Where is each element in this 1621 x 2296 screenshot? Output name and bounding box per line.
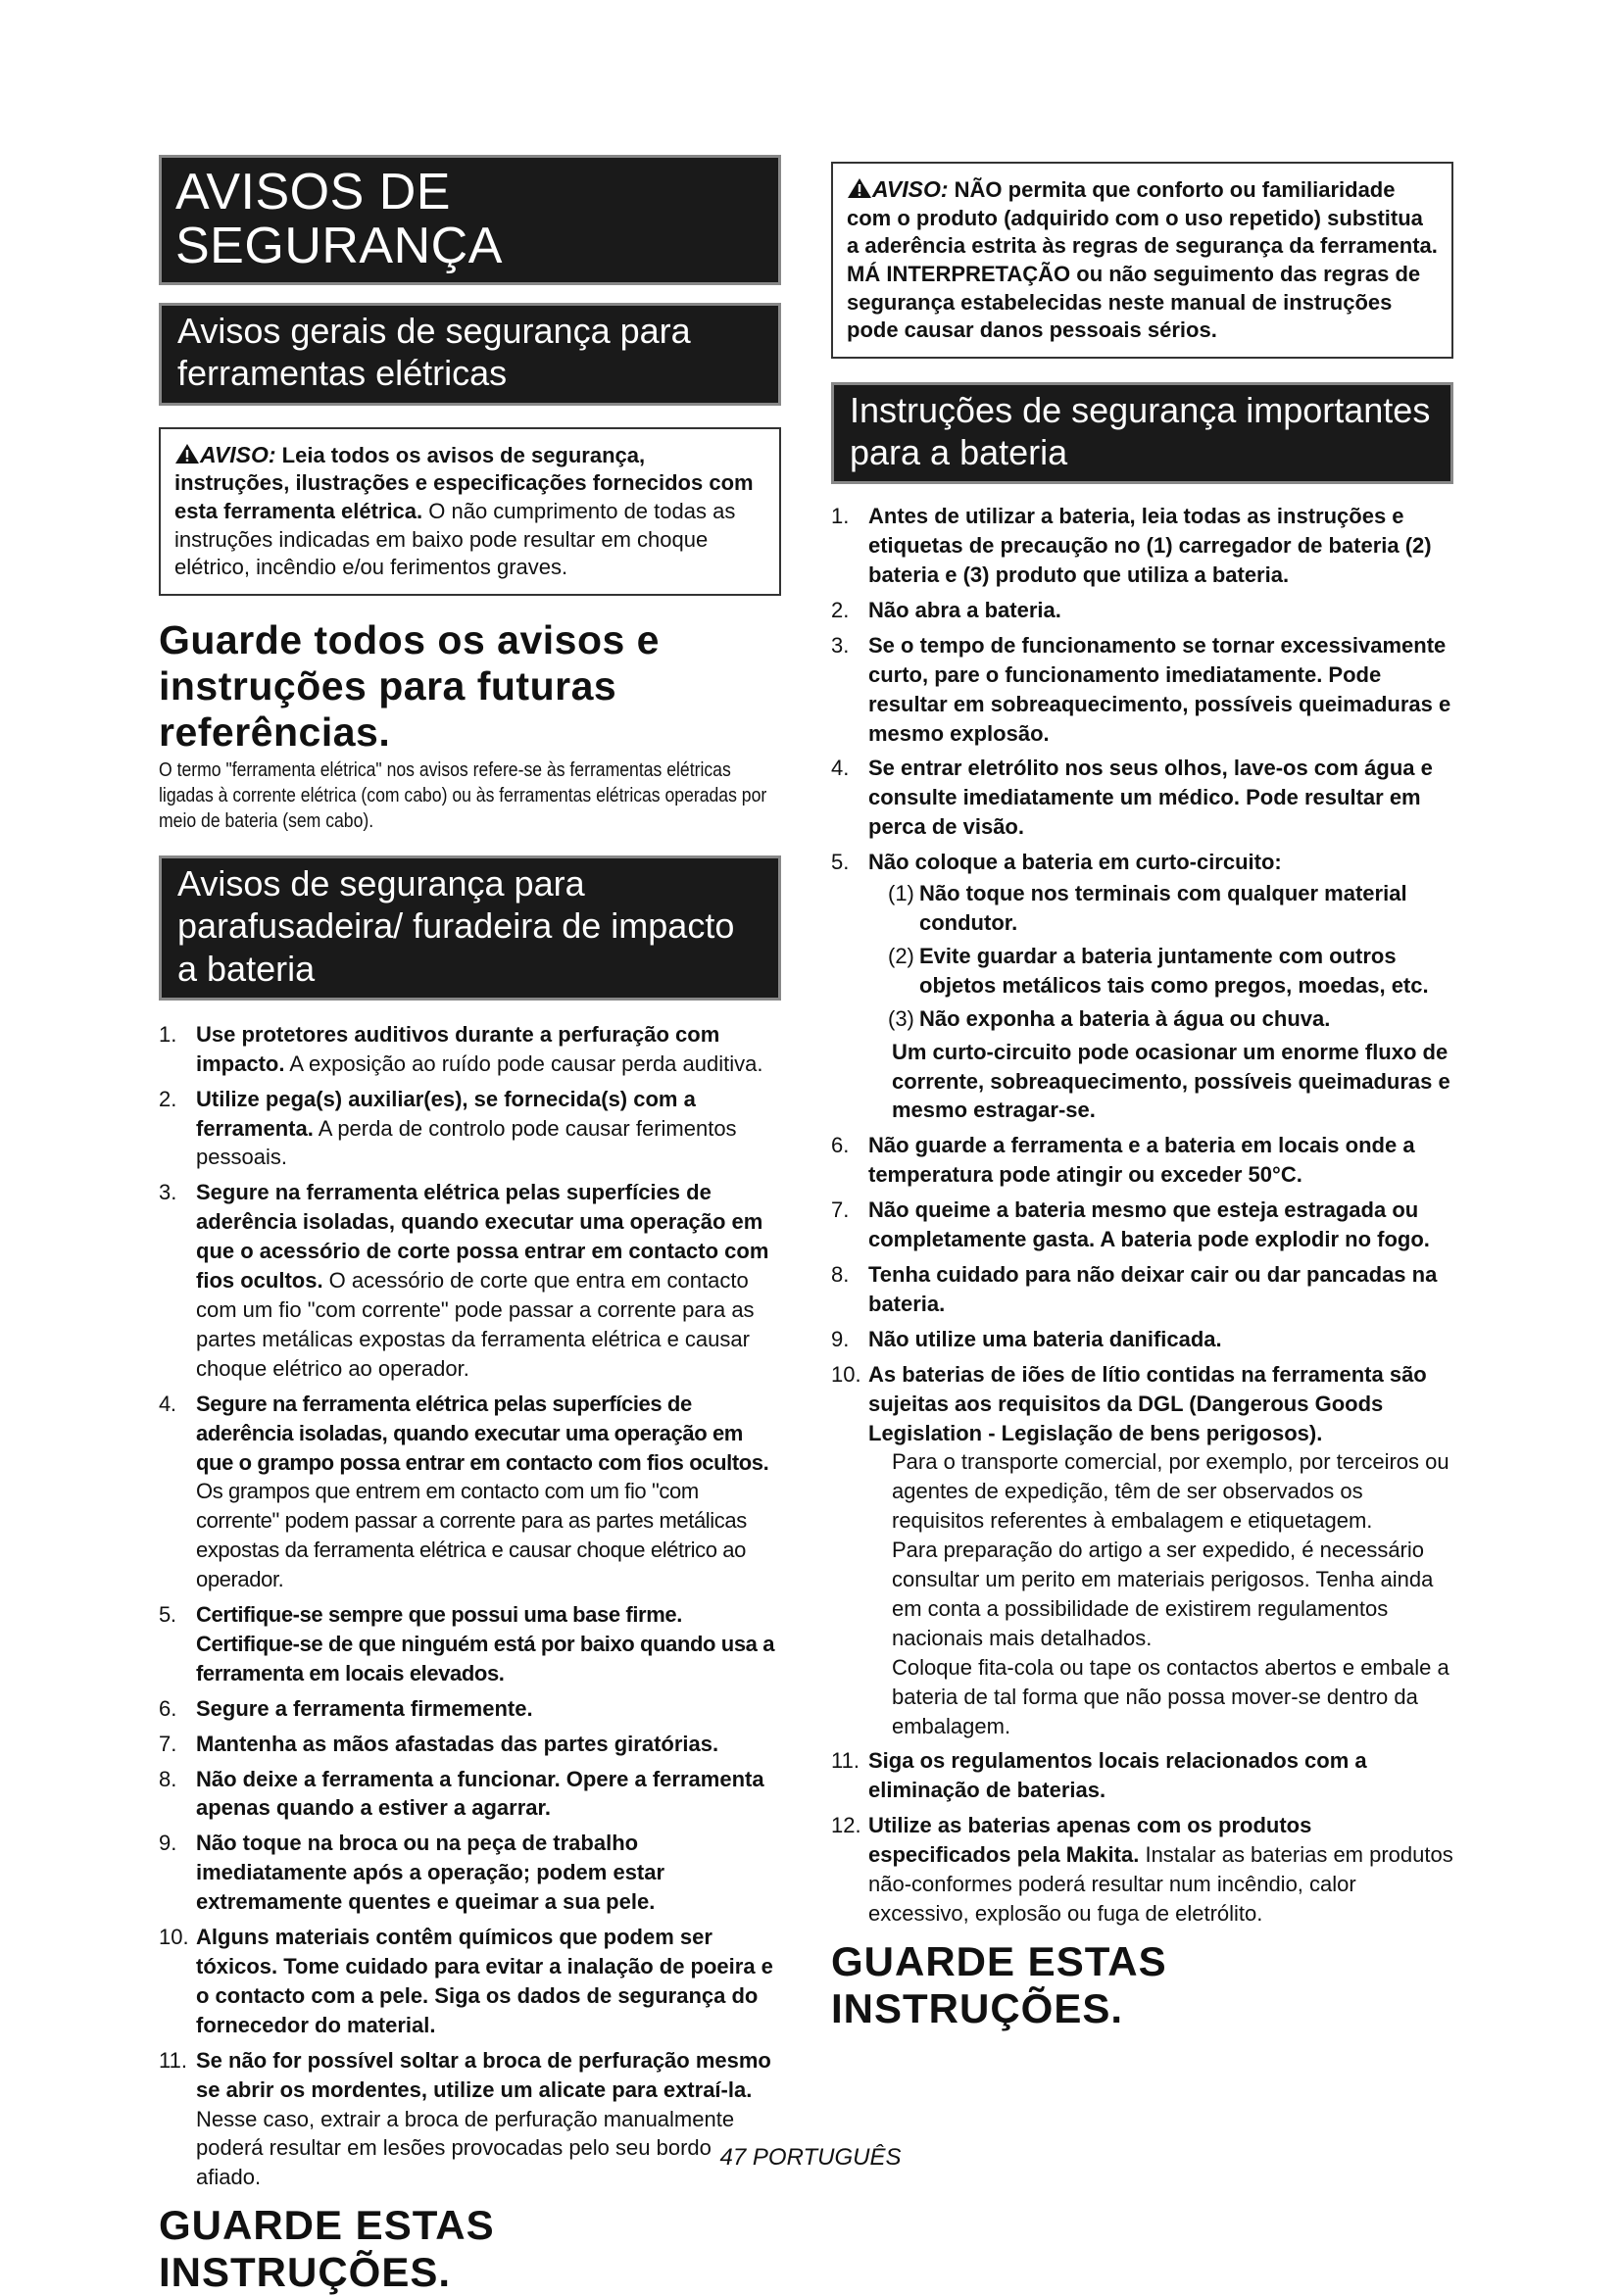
list-item: 4. Segure na ferramenta elétrica pelas superfícies de aderência isoladas, quando executar uma operação em que o grampo possa entrar em contacto com fios ocultos. Os grampos que entrem em contacto com um fio "com corrente" podem passar a corrente para as partes metálicas expostas da ferramenta elétrica e causar choque elétrico ao operador. [159,1391,769,1592]
battery-safety-list [831,502,1453,1929]
list-item: 7. Mantenha as mãos afastadas das partes giratórias. [159,1731,719,1756]
list-item: 6. Não guarde a ferramenta e a bateria em locais onde a temperatura pode atingir ou exceder 50°C. [831,1133,1415,1188]
dgl-paragraph: Para o transporte comercial, por exemplo, por terceiros ou agentes de expedição, têm de ser observados os requisitos referentes à embalagem e etiquetagem. [892,1449,1449,1534]
list-item: 2. Utilize pega(s) auxiliar(es), se fornecida(s) com a ferramenta. A perda de controlo pode causar ferimentos pessoais. [159,1086,737,1170]
sub-list-item: (1) Não toque nos terminais com qualquer material condutor. [888,881,1407,936]
dgl-paragraph: Coloque fita-cola ou tape os contactos abertos e embale a bateria de tal forma que não possa mover-se dentro da embalagem. [892,1654,1449,1738]
intro-text: O termo "ferramenta elétrica" nos avisos refere-se às ferramentas elétricas ligadas à corrente elétrica (com cabo) ou às ferramentas elétricas operadas por meio de bateria (sem cabo). [159,759,767,833]
keep-instructions-footer: GUARDE ESTAS INSTRUÇÕES. [831,1937,1167,2031]
section-heading-drill: Avisos de segurança para parafusadeira/ furadeira de impacto a bateria [159,855,781,1001]
list-item: 10. Alguns materiais contêm químicos que podem ser tóxicos. Tome cuidado para evitar a inalação de poeira e o contacto com a pele. Siga os dados de segurança do fornecedor do material. [159,1925,773,2037]
list-item: 1. Use protetores auditivos durante a perfuração com impacto. A exposição ao ruído pode causar perda auditiva. [159,1021,763,1076]
warning-label: AVISO: [872,176,949,202]
list-item: 9. Não utilize uma bateria danificada. [831,1326,1222,1351]
list-item: 8. Não deixe a ferramenta a funcionar. Opere a ferramenta apenas quando a estiver a agarrar. [159,1766,764,1821]
sub-list [868,879,1453,1034]
right-column [831,162,1453,2032]
dgl-paragraph: Para preparação do artigo a ser expedido, é necessário consultar um perito em materiais perigosos. Tenha ainda em conta a possibilidade de existirem regulamentos nacionais mais detalhados. [892,1538,1434,1650]
warning-triangle-icon [174,443,200,464]
list-item: 7. Não queime a bateria mesmo que esteja estragada ou completamente gasta. A bateria pode explodir no fogo. [831,1197,1430,1252]
list-item: 5. Certifique-se sempre que possui uma base firme. Certifique-se de que ninguém está por baixo quando usa a ferramenta em locais elevados. [159,1602,775,1685]
list-item: 12. Utilize as baterias apenas com os produtos especificados pela Makita. Instalar as baterias em produtos não-conformes poderá resultar num incêndio, calor excessivo, explosão ou fuga de eletrólito. [831,1813,1453,1927]
list-item: 2. Não abra a bateria. [831,597,1061,622]
warning-bold-text: Leia todos os avisos de segurança, instruções, ilustrações e especificações fornecidos com esta ferramenta elétrica. [174,442,754,524]
list-item: 5. Não coloque a bateria em curto-circuito: (1) Não toque nos terminais com qualquer material condutor. (2) Evite guardar a bateria juntamente com outros objetos metálicos tais como pregos, moedas, etc. (3) Não exponha a bateria à água ou chuva. Um curto-circuito pode ocasionar um enorme fluxo de corrente, sobreaquecimento, possíveis queimaduras e mesmo estragar-se. [831,848,1453,1125]
page-footer [0,2144,1621,2172]
list-item: 8. Tenha cuidado para não deixar cair ou dar pancadas na bateria. [831,1261,1438,1316]
list-item: 11. Se não for possível soltar a broca de perfuração mesmo se abrir os mordentes, utilize um alicate para extraí-la. Nesse caso, extrair a broca de perfuração manualmente poderá resultar em lesões provocadas pelo seu bordo afiado. [159,2047,771,2190]
list-item: 4. Se entrar eletrólito nos seus olhos, lave-os com água e consulte imediatamente um médico. Pode resultar em perca de visão. [831,756,1433,840]
list-item: 3. Segure na ferramenta elétrica pelas superfícies de aderência isoladas, quando executar uma operação em que o acessório de corte possa entrar em contacto com fios ocultos. O acessório de corte que entra em contacto com um fio "com corrente" pode passar a corrente para as partes metálicas expostas da ferramenta elétrica e causar choque elétrico ao operador. [159,1180,769,1381]
section-heading-general: Avisos gerais de segurança para ferramentas elétricas [159,303,781,405]
section-heading-battery: Instruções de segurança importantes para a bateria [831,382,1453,484]
warning-box-familiarity [831,162,1453,359]
short-circuit-consequence: Um curto-circuito pode ocasionar um enorme fluxo de corrente, sobreaquecimento, possíveis queimaduras e mesmo estragar-se. [892,1039,1450,1123]
drill-safety-list [159,1020,781,2192]
warning-text: O não cumprimento de todas as instruções indicadas em baixo pode resultar em choque elétrico, incêndio e/ou ferimentos graves. [174,499,736,580]
sub-list-item: (3) Não exponha a bateria à água ou chuva. [888,1005,1331,1031]
main-title: AVISOS DE SEGURANÇA [159,155,781,285]
keep-instructions-footer: GUARDE ESTAS INSTRUÇÕES. [159,2202,495,2296]
warning-label: AVISO: [200,441,276,467]
warning-triangle-icon [847,177,872,199]
list-item: 1. Antes de utilizar a bateria, leia todas as instruções e etiquetas de precaução no (1) carregador de bateria (2) bateria e (3) produto que utiliza a bateria. [831,504,1432,588]
warning-box-general [159,427,781,596]
list-item: 9. Não toque na broca ou na peça de trabalho imediatamente após a operação; podem estar extremamente quentes e queimar a sua pele. [159,1831,665,1915]
footer-language: PORTUGUÊS [752,2144,902,2171]
keep-instructions-heading: Guarde todos os avisos e instruções para futuras referências. [159,616,660,756]
list-item: 6. Segure a ferramenta firmemente. [159,1695,533,1721]
left-column [159,155,781,2296]
sub-list-item: (2) Evite guardar a bateria juntamente com outros objetos metálicos tais como pregos, moedas, etc. [888,943,1429,998]
list-item: 11. Siga os regulamentos locais relacionados com a eliminação de baterias. [831,1748,1367,1803]
list-item: 3. Se o tempo de funcionamento se tornar excessivamente curto, pare o funcionamento imediatamente. Pode resultar em sobreaquecimento, possíveis queimaduras e mesmo explosão. [831,632,1451,746]
list-item: 10. As baterias de iões de lítio contidas na ferramenta são sujeitas aos requisitos da DGL (Dangerous Goods Legislation - Legislação de bens perigosos). Para o transporte comercial, por exemplo, por terceiros ou agentes de expedição, têm de ser observados os requisitos referentes à embalagem e etiquetagem. Para preparação do artigo a ser expedido, é necessário consultar um perito em materiais perigosos. Tenha ainda em conta a possibilidade de existirem regulamentos nacionais mais detalhados. Coloque fita-cola ou tape os contactos abertos e embale a bateria de tal forma que não possa mover-se dentro da embalagem. [831,1360,1453,1741]
warning-bold-text: NÃO permita que conforto ou familiaridade com o produto (adquirido com o uso repetido) substitua a aderência estrita às regras de segurança da ferramenta. MÁ INTERPRETAÇÃO ou não seguimento das regras de segurança estabelecidas neste manual de instruções pode causar danos pessoais sérios. [847,177,1438,343]
page-number: 47 [719,2144,747,2171]
